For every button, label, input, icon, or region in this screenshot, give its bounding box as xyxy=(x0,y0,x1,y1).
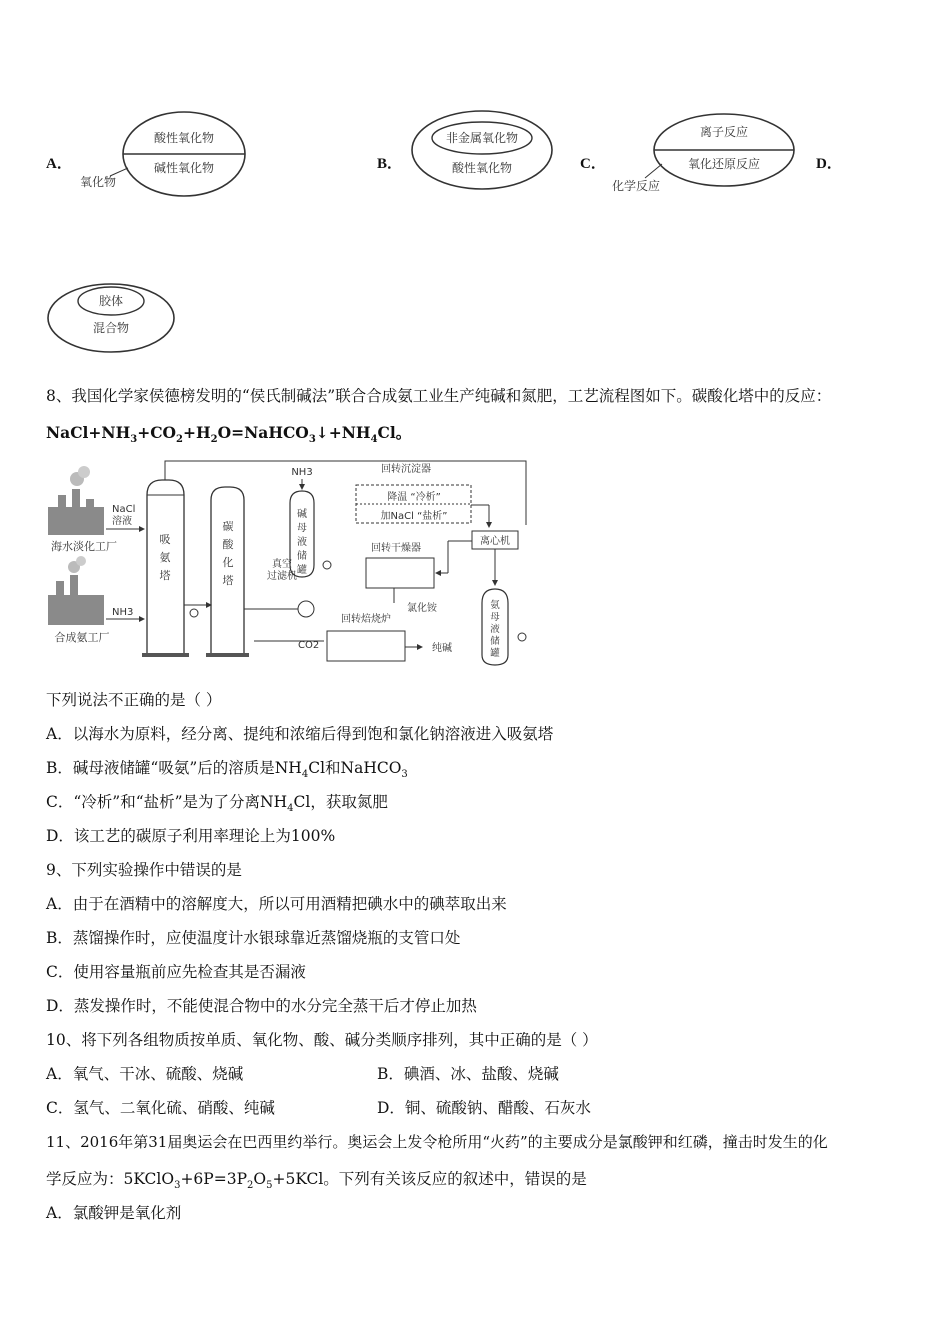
vacuum-label-1: 真空 xyxy=(272,559,292,570)
venn-b-inner: 非金属氧化物 xyxy=(445,131,519,145)
nacl-label-2: 溶液 xyxy=(112,516,132,527)
venn-b-outer: 酸性氧化物 xyxy=(451,161,513,175)
q8-equation: $NaCl+NH_3+CO_2+H_2O=NaHCO_3↓+NH_4Cl$。 xyxy=(46,423,412,446)
ammonia-tank-char-0: 氨 xyxy=(490,600,500,611)
q8-option-d: D．该工艺的碳原子利用率理论上为100% xyxy=(46,827,336,845)
venn-diagram-a xyxy=(70,100,250,200)
ammonia-plant-label: 合成氨工厂 xyxy=(54,631,110,644)
seawater-plant-icon xyxy=(48,466,104,535)
q9-option-a: A．由于在酒精中的溶解度大，所以可用酒精把碘水中的碘萃取出来 xyxy=(46,895,507,913)
mother-tank-char-3: 储 xyxy=(297,551,307,562)
mother-tank-char-0: 碱 xyxy=(297,509,307,520)
q8-question: 下列说法不正确的是（ ） xyxy=(46,691,222,709)
ammonia-tank-char-3: 储 xyxy=(490,636,500,647)
q10-option-b: B．碘酒、冰、盐酸、烧碱 xyxy=(377,1065,559,1083)
venn-diagram-d xyxy=(46,280,178,360)
mother-tank-char-1: 母 xyxy=(297,523,307,534)
venn-diagram-c xyxy=(600,108,805,200)
process-flow-diagram xyxy=(44,455,544,680)
venn-d-outer: 混合物 xyxy=(92,321,130,335)
settler-label: 回转沉淀器 xyxy=(381,464,431,475)
nacl-label-1: NaCl xyxy=(112,504,136,515)
q9-option-d: D．蒸发操作时，不能使混合物中的水分完全蒸干后才停止加热 xyxy=(46,997,477,1015)
q8-stem: 8、我国化学家侯德榜发明的“侯氏制碱法”联合合成氨工业生产纯碱和氮肥，工艺流程图如下。碳酸化塔中的反应： xyxy=(46,387,832,405)
venn-a-top: 酸性氧化物 xyxy=(153,131,215,145)
option-a-letter: A． xyxy=(46,156,72,172)
carbon-char-2: 化 xyxy=(222,556,234,569)
nh3-in-label: NH3 xyxy=(112,607,134,618)
vacuum-label-2: 过滤机 xyxy=(267,571,297,582)
settler-salt: 加NaCl “盐析” xyxy=(380,511,448,522)
seawater-plant-label: 海水淡化工厂 xyxy=(51,540,117,553)
absorb-char-1: 氨 xyxy=(159,551,171,564)
ammonia-tank-char-1: 母 xyxy=(490,612,500,623)
q8-option-c: C．“冷析”和“盐析”是为了分离$NH_4Cl$，获取氮肥 xyxy=(46,793,388,815)
option-b-letter: B． xyxy=(377,156,403,172)
venn-d-inner: 胶体 xyxy=(98,294,124,308)
carbon-char-3: 塔 xyxy=(222,574,234,587)
absorb-char-2: 塔 xyxy=(159,569,171,582)
q8-option-a: A．以海水为原料，经分离、提纯和浓缩后得到饱和氯化钠溶液进入吸氨塔 xyxy=(46,725,554,743)
ammonia-tank-char-4: 罐 xyxy=(490,648,500,659)
furnace-label: 回转焙烧炉 xyxy=(341,614,391,625)
q10-option-a: A．氧气、干冰、硫酸、烧碱 xyxy=(46,1065,244,1083)
venn-a-outer: 氧化物 xyxy=(79,175,117,189)
centrifuge-label: 离心机 xyxy=(480,536,510,547)
ammonia-plant-icon xyxy=(48,556,104,625)
venn-c-outer: 化学反应 xyxy=(611,179,661,193)
q11-line-1: 11、2016年第31届奥运会在巴西里约举行。奥运会上发令枪所用“火药”的主要成分是氯酸钾和红磷，撞击时发生的化 xyxy=(46,1133,828,1151)
venn-diagram-b xyxy=(400,105,560,195)
q11-option-a: A．氯酸钾是氧化剂 xyxy=(46,1204,182,1222)
ammonia-tank-char-2: 液 xyxy=(490,624,500,635)
carbon-char-1: 酸 xyxy=(222,538,234,551)
option-c-letter: C． xyxy=(580,156,606,172)
dryer-label: 回转干燥器 xyxy=(371,543,421,554)
settler-cold: 降温 “冷析” xyxy=(387,492,441,503)
mother-tank-char-2: 液 xyxy=(297,537,307,548)
q10-option-c: C．氢气、二氧化硫、硝酸、纯碱 xyxy=(46,1099,275,1117)
q10-option-d: D．铜、硫酸钠、醋酸、石灰水 xyxy=(377,1099,591,1117)
mother-tank-char-4: 罐 xyxy=(297,565,307,576)
co2-label: CO2 xyxy=(298,640,320,651)
venn-a-bottom: 碱性氧化物 xyxy=(153,161,215,175)
nh3-top-label: NH3 xyxy=(291,467,313,478)
carbon-char-0: 碳 xyxy=(222,520,234,533)
q9-stem: 9、下列实验操作中错误的是 xyxy=(46,861,242,879)
venn-c-top: 离子反应 xyxy=(699,125,749,139)
nh4cl-label: 氯化铵 xyxy=(407,603,437,614)
q9-option-c: C．使用容量瓶前应先检查其是否漏液 xyxy=(46,963,306,981)
soda-label: 纯碱 xyxy=(432,643,452,654)
q10-stem: 10、将下列各组物质按单质、氧化物、酸、碱分类顺序排列，其中正确的是（ ） xyxy=(46,1031,598,1049)
q9-option-b: B．蒸馏操作时，应使温度计水银球靠近蒸馏烧瓶的支管口处 xyxy=(46,929,461,947)
venn-c-bottom: 氧化还原反应 xyxy=(687,157,761,171)
q11-line-2: 学反应为：$5KClO_3+6P=3P_2O_5+5KCl$。下列有关该反应的叙述中，错误的是 xyxy=(46,1170,587,1192)
option-d-letter: D． xyxy=(816,156,842,172)
q8-option-b: B．碱母液储罐“吸氨”后的溶质是$NH_4Cl$和NaHCO$_3$ xyxy=(46,759,408,781)
absorb-char-0: 吸 xyxy=(159,533,171,546)
